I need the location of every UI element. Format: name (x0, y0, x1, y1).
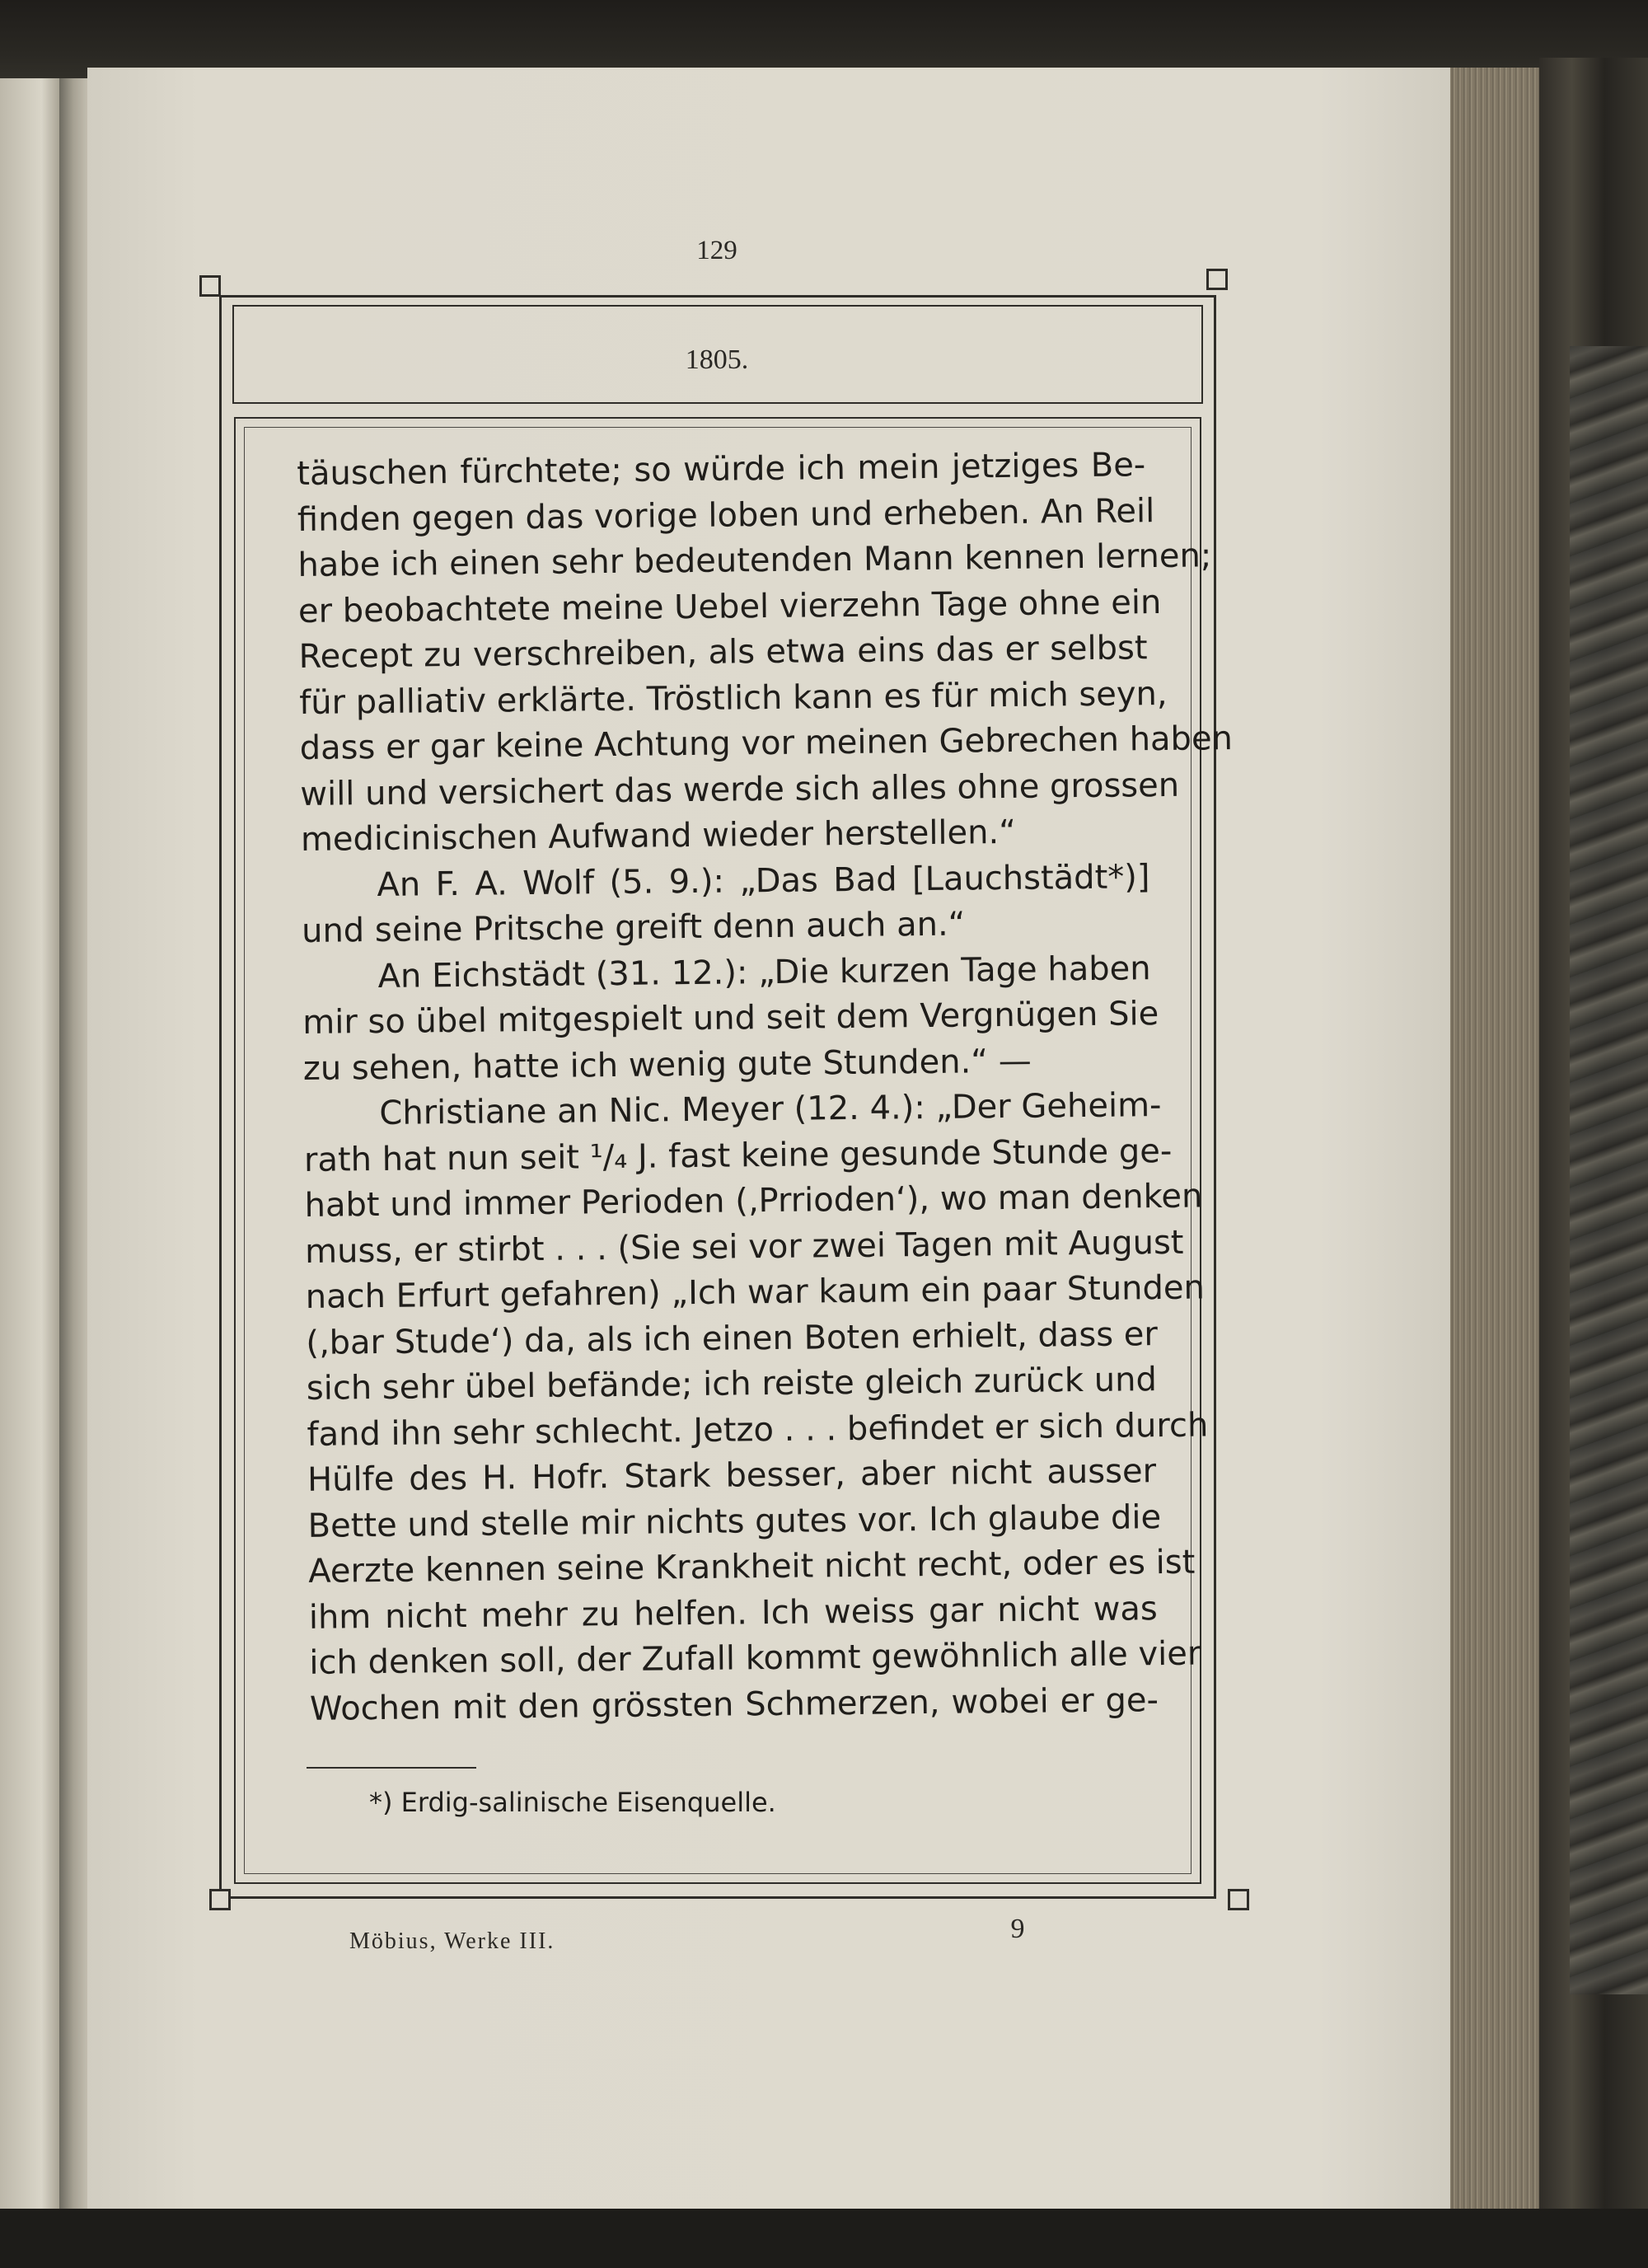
text-line: dass er gar keine Achtung vor meinen Gebrechen haben (299, 719, 1234, 767)
text-line: muss, er stirbt . . . (Sie sei vor zwei Tagen mit August (304, 1223, 1184, 1271)
footnote: *) Erdig-salinische Eisenquelle. (369, 1787, 776, 1818)
text-line: finden gegen das vorige loben und erheben. An Reil (297, 491, 1155, 539)
photo-bottom-edge (0, 2209, 1648, 2268)
printer-signature: Möbius, Werke III. (349, 1928, 555, 1954)
text-line: Wochen mit den grössten Schmerzen, wobei er ge- (309, 1680, 1159, 1728)
marbled-board (1570, 346, 1648, 1994)
sheet-number: 9 (1010, 1914, 1025, 1944)
text-line: mir so übel mitgespielt und seit dem Vergnügen Sie (302, 995, 1159, 1042)
text-line: habt und immer Perioden (‚Prrioden‘), wo man denken (304, 1177, 1203, 1225)
page-number: 129 (696, 236, 737, 265)
text-line: und seine Pritsche greift denn auch an.“ (301, 905, 966, 950)
running-head: 1805. (685, 344, 749, 375)
text-line: (‚bar Stude‘) da, als ich einen Boten erhielt, dass er (306, 1314, 1159, 1362)
text-line: will und versichert das werde sich alles ohne grossen (300, 766, 1180, 813)
text-line: Bette und stelle mir nichts gutes vor. Ich glaube die (307, 1497, 1162, 1545)
frame-corner-bottom-right (1228, 1889, 1249, 1910)
text-line: zu sehen, hatte ich wenig gute Stunden.“ — (302, 1042, 1032, 1088)
frame-corner-bottom-left (209, 1889, 231, 1910)
book-gutter (59, 78, 91, 2221)
text-line: er beobachtete meine Uebel vierzehn Tage ohne ein (297, 583, 1162, 630)
page-fore-edge (1450, 68, 1541, 2210)
frame-corner-top-right (1206, 269, 1228, 290)
body-text (297, 443, 1234, 1732)
text-line: habe ich einen sehr bedeutenden Mann kennen lernen; (297, 537, 1212, 584)
text-line: für palliativ erklärte. Tröstlich kann es für mich seyn, (298, 674, 1168, 722)
frame-corner-top-left (199, 275, 221, 297)
text-line: Christiane an Nic. Meyer (12. 4.): „Der Geheim- (379, 1086, 1162, 1132)
text-line: rath hat nun seit ¹/₄ J. fast keine gesunde Stunde ge- (303, 1132, 1173, 1179)
text-line: Recept zu verschreiben, als etwa eins das er selbst (298, 629, 1148, 676)
footnote-rule (307, 1767, 476, 1769)
text-line: ihm nicht mehr zu helfen. Ich weiss gar nicht was (308, 1589, 1158, 1637)
text-line: An F. A. Wolf (5. 9.): „Das Bad [Lauchstädt*)] (377, 857, 1150, 904)
text-line: ich denken soll, der Zufall kommt gewöhnlich alle vier (309, 1634, 1201, 1682)
text-line: Hülfe des H. Hofr. Stark besser, aber nicht ausser (307, 1452, 1157, 1499)
text-line: An Eichstädt (31. 12.): „Die kurzen Tage haben (377, 949, 1151, 996)
text-line: fand ihn sehr schlecht. Jetzo . . . befindet er sich durch (307, 1405, 1209, 1454)
text-line: täuschen fürchtete; so würde ich mein jetziges Be- (297, 446, 1146, 493)
text-line: medicinischen Aufwand wieder herstellen.“ (300, 813, 1017, 859)
text-line: nach Erfurt gefahren) „Ich war kaum ein paar Stunden (305, 1268, 1206, 1316)
text-line: Aerzte kennen seine Krankheit nicht recht, oder es ist (307, 1543, 1196, 1591)
left-page-edge (0, 78, 59, 2221)
text-line: sich sehr übel befände; ich reiste gleich zurück und (306, 1361, 1158, 1408)
